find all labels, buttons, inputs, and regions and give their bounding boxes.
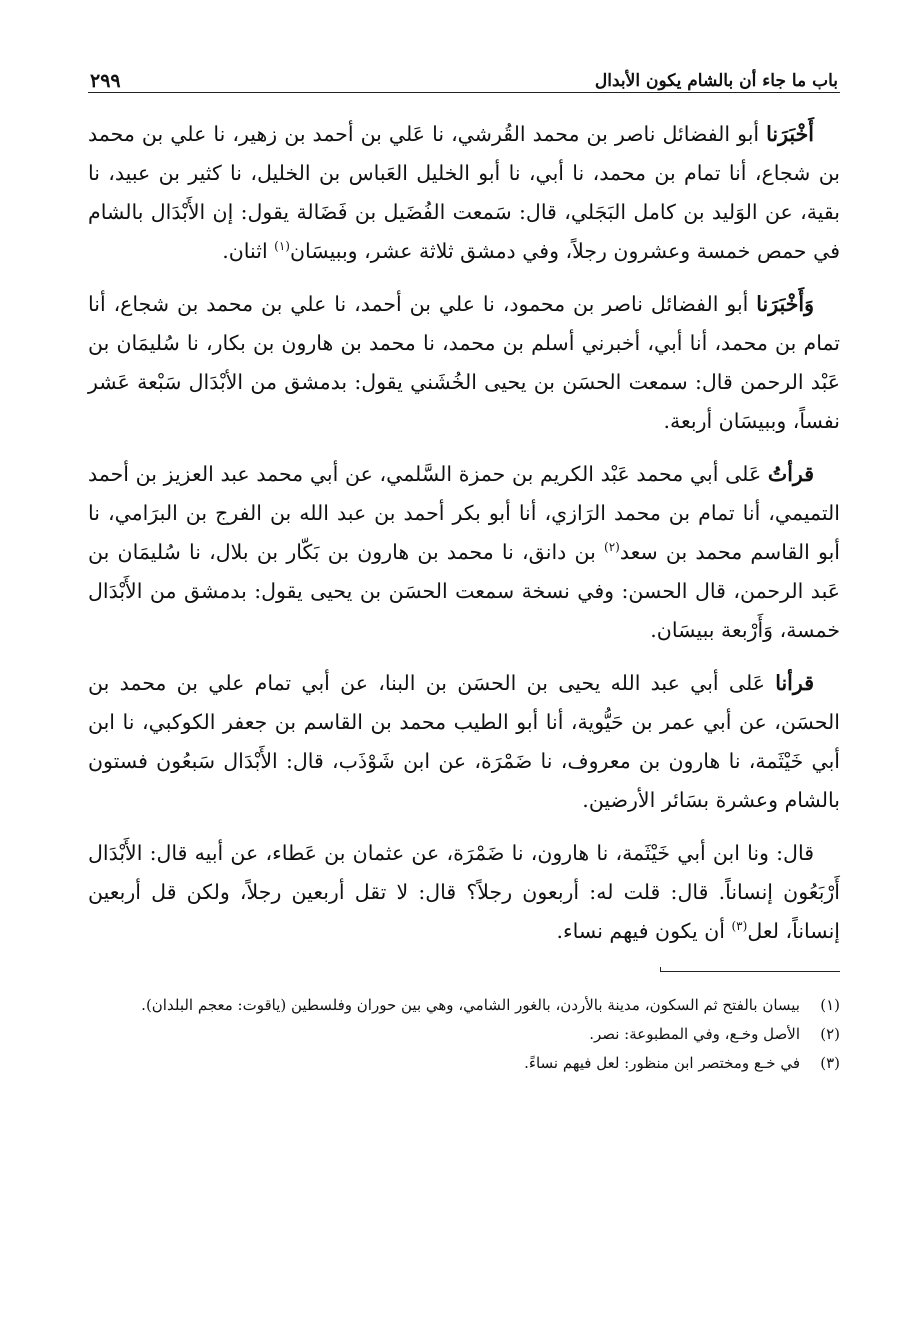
footnote-ref-1: (١) [274, 239, 290, 254]
footnote-text: الأصل وخـع، وفي المطبوعة: نصر. [589, 1025, 800, 1043]
footnote-3 [88, 1050, 840, 1077]
running-header [88, 62, 840, 93]
paragraph-text-end: أن يكون فيهم نساء. [556, 919, 732, 943]
footnote-separator [660, 971, 840, 972]
chapter-title: باب ما جاء أن بالشام يكون الأبدال [594, 71, 838, 91]
paragraph-5 [88, 834, 840, 951]
paragraph-opener: وَأَخْبَرَنا [756, 292, 814, 316]
paragraph-text-end: بن دانق، نا محمد بن هارون بن بَكّار بن بلال، نا سُليمَان بن عَبد الرحمن، قال الحسن: وفي نسخة سمعت الحسَن بن يحيى يقول: بدمشق من الأَبْدَال خمسة، وَأَرْبعة ببيسَان. [88, 540, 840, 642]
paragraph-text: أبو الفضائل ناصر بن محمود، نا علي بن أحمد، نا علي بن محمد بن شجاع، أنا تمام بن محمد، أنا أبي، أخبرني أسلم بن محمد، نا محمد بن هارون بن بكار، نا سُليمَان بن عَبْد الرحمن قال: سمعت الحسَن بن يحيى الخُشَني يقول: بدمشق من الأبْدَال سَبْعة عَشر نفساً، وببيسَان أربعة. [88, 292, 840, 433]
main-text [88, 115, 840, 951]
footnote-1 [88, 992, 840, 1019]
paragraph-text: قال: ونا ابن أبي خَيْثَمة، نا هارون، نا ضَمْرَة، عن عثمان بن عَطاء، عن أبيه قال: الأَبْدَال أَرْبَعُون إنساناً. قال: قلت له: أربعون رجلاً؟ قال: لا تقل أربعين رجلاً، ولكن قل أربعين إنساناً، لعل [88, 841, 840, 943]
footnote-ref-2: (٢) [604, 540, 620, 555]
paragraph-text-end: اثنان. [222, 239, 275, 263]
paragraph-2 [88, 285, 840, 441]
footnote-number: (٣) [820, 1054, 840, 1072]
paragraph-1 [88, 115, 840, 271]
paragraph-4 [88, 664, 840, 820]
paragraph-3 [88, 455, 840, 650]
footnote-number: (١) [820, 996, 840, 1014]
page-number: ٢٩٩ [90, 70, 121, 92]
footnote-text: بيسان بالفتح ثم السكون، مدينة بالأردن، بالغور الشامي، وهي بين حوران وفلسطين (ياقوت: معجم البلدان). [141, 996, 800, 1014]
paragraph-text: أبو الفضائل ناصر بن محمد القُرشي، نا عَلي بن أحمد بن زهير، نا علي بن محمد بن شجاع، أنا تمام بن محمد، نا أبي، نا أبو الخليل العَباس بن الخليل، نا كثير بن عبيد، نا بقية، عن الوَليد بن كامل البَجَلي، قال: سَمعت الفُضَيل بن فَضَالة يقول: إن الأَبْدَال بالشام في حمص خمسة وعشرون رجلاً، وفي دمشق ثلاثة عشر، وببيسَان [88, 122, 840, 263]
book-page [88, 62, 840, 1312]
paragraph-text: عَلى أبي عبد الله يحيى بن الحسَن بن البنا، عن أبي تمام علي بن محمد بن الحسَن، عن أبي عمر بن حَيُّوية، أنا أبو الطيب محمد بن القاسم بن جعفر الكوكبي، نا ابن أبي خَيْثَمة، نا هارون بن معروف، نا ضَمْرَة، عن ابن شَوْذَب، قال: الأَبْدَال سَبعُون فستون بالشام وعشرة بسَائر الأرضين. [88, 671, 840, 812]
footnote-2 [88, 1021, 840, 1048]
paragraph-opener: قرأتُ [767, 462, 814, 486]
footnote-ref-3: (٣) [731, 919, 748, 934]
paragraph-text: عَلى أبي محمد عَبْد الكريم بن حمزة السَّلمي، عن أبي محمد عبد العزيز بن أحمد التميمي، أنا تمام بن محمد الرَازي، أنا أبو بكر أحمد بن عبد الله بن الفرج بن البرَامي، نا أبو القاسم محمد بن سعد [88, 462, 840, 564]
footnote-text: في خـع ومختصر ابن منظور: لعل فيهم نساءً. [524, 1054, 800, 1072]
footnotes [88, 992, 840, 1077]
paragraph-opener: قرأنا [775, 671, 814, 695]
footnote-number: (٢) [820, 1025, 840, 1043]
paragraph-opener: أَخْبَرَنا [766, 122, 814, 146]
